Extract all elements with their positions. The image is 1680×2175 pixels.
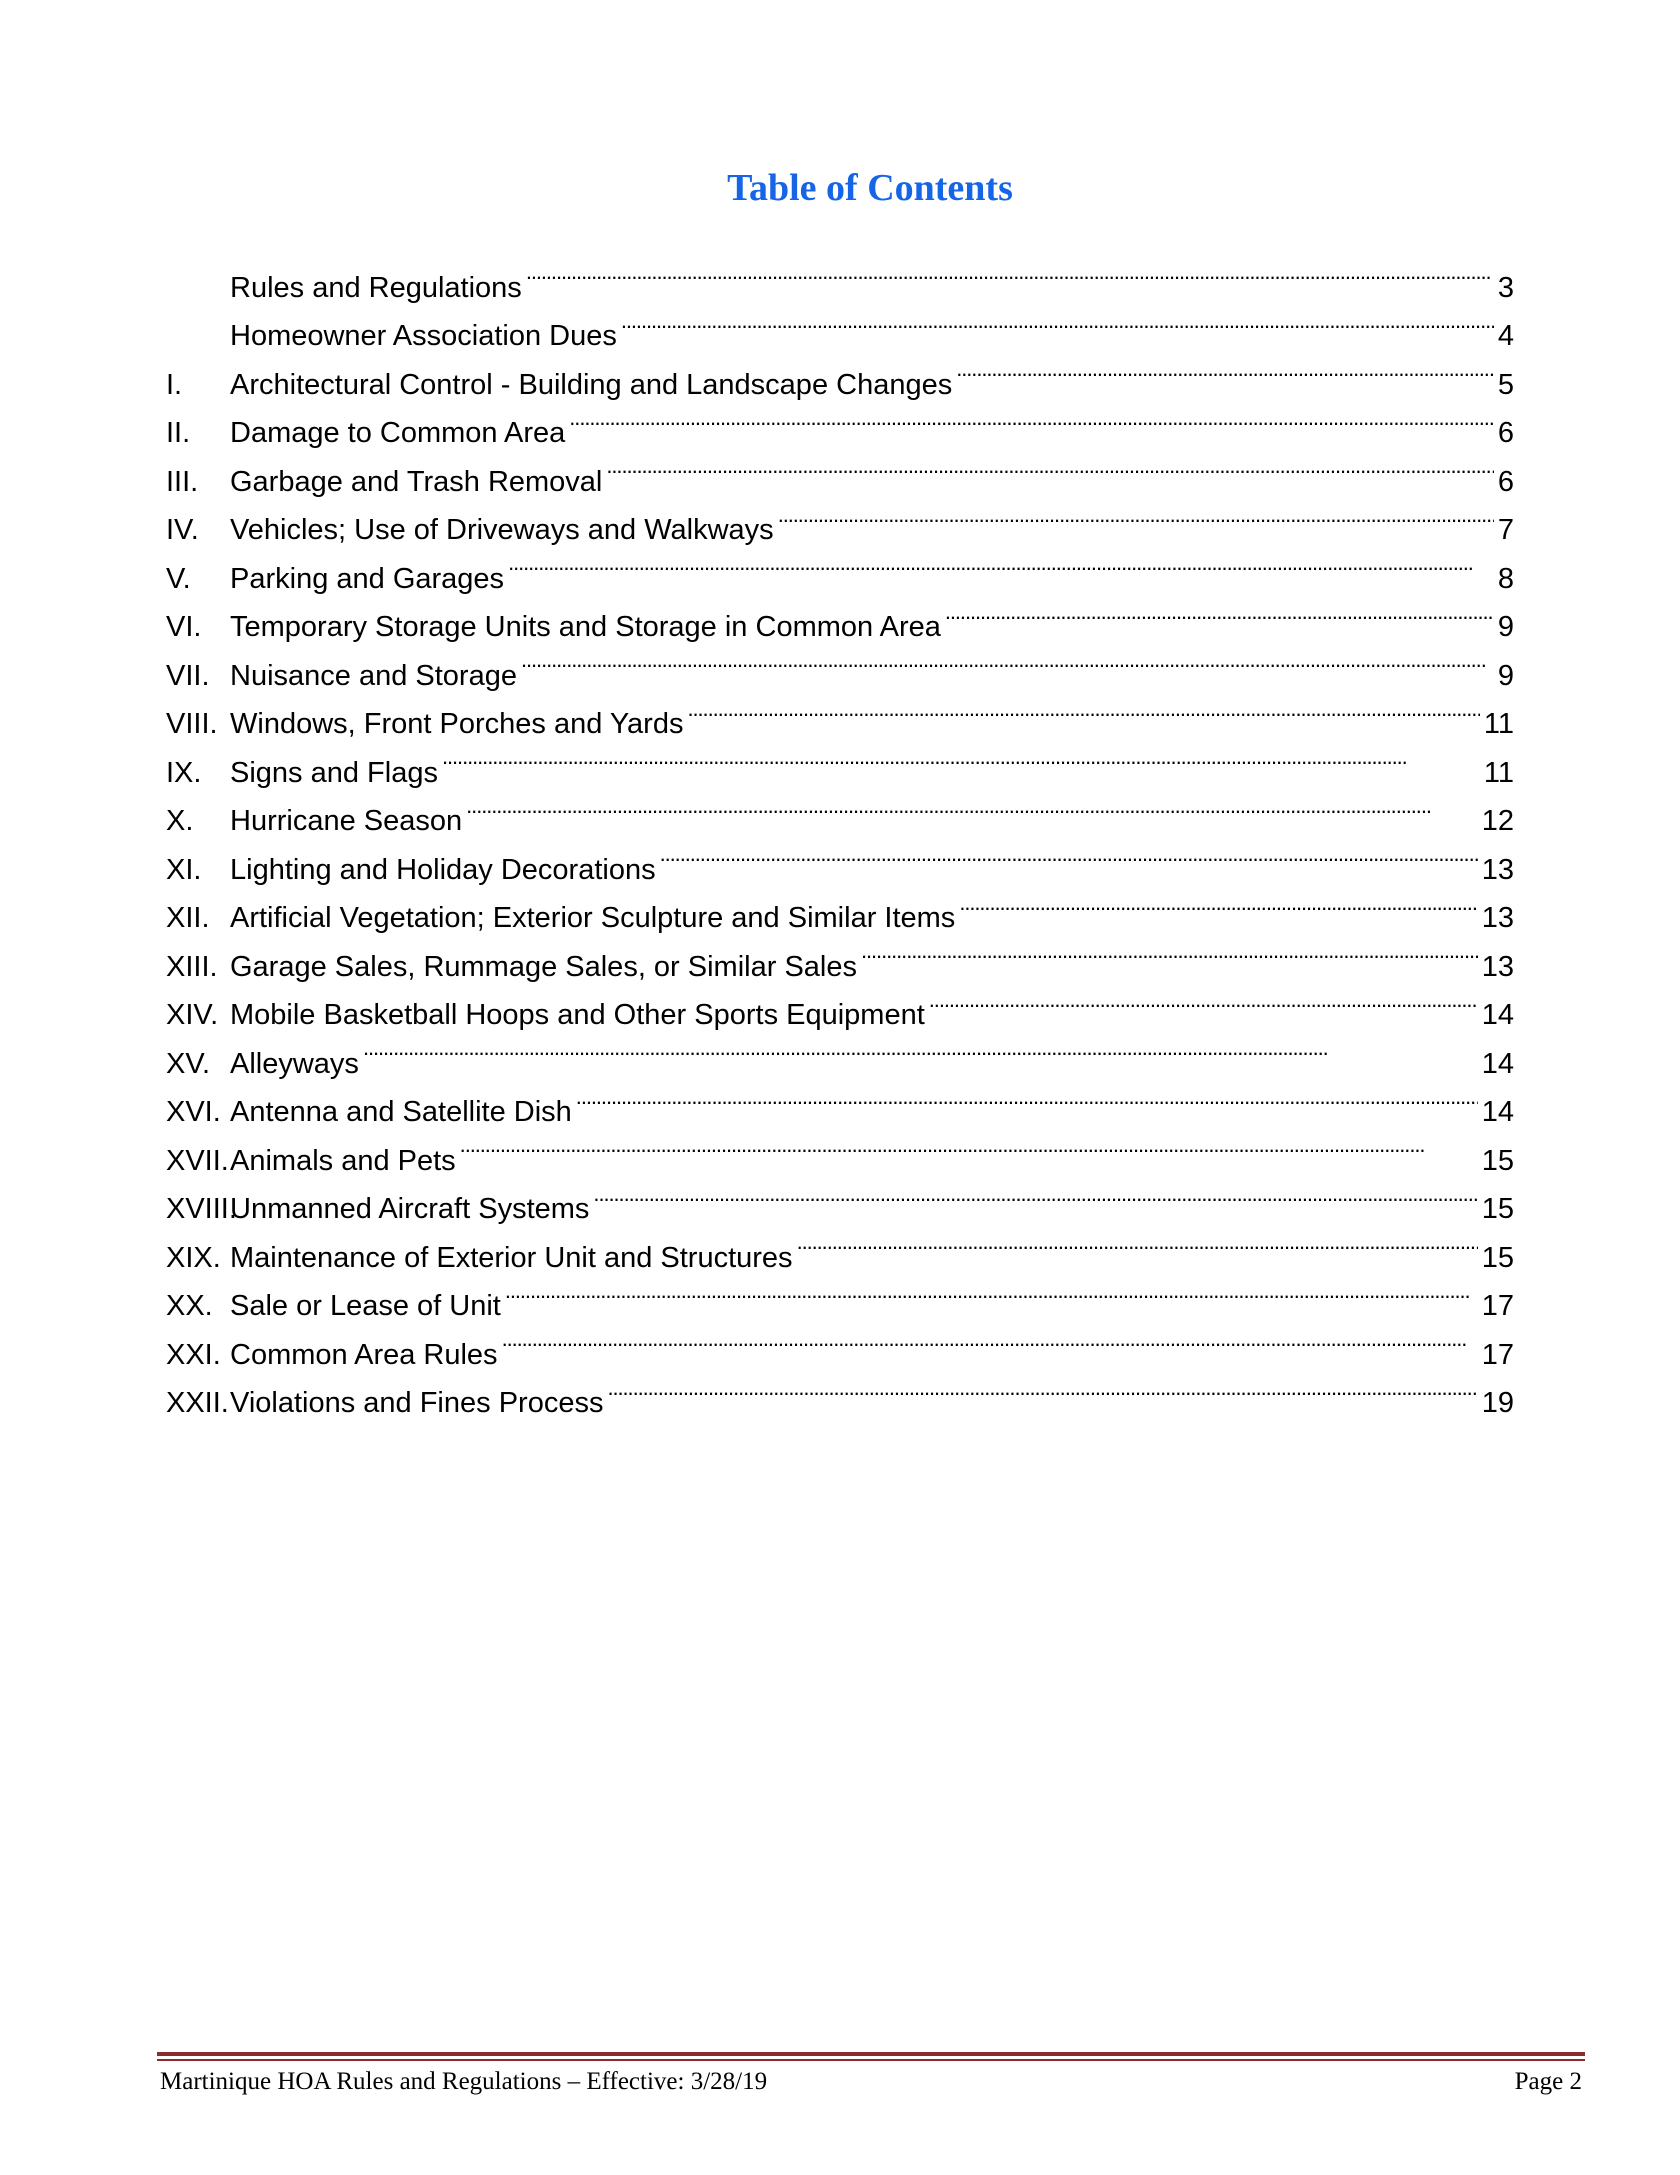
toc-entry-page: 13 — [1481, 853, 1514, 886]
toc-entry-number: III. — [166, 465, 199, 498]
toc-entry-title[interactable]: Windows, Front Porches and Yards — [230, 708, 684, 740]
toc-dot-leader — [687, 685, 1479, 734]
toc-dot-leader — [442, 733, 1480, 782]
toc-entry-page: 9 — [1497, 659, 1514, 692]
toc-entry[interactable] — [166, 248, 1514, 304]
toc-entry-page: 11 — [1483, 756, 1514, 789]
toc-entry-title[interactable]: Parking and Garages — [230, 562, 505, 595]
toc-entry-title[interactable]: Hurricane Season — [230, 805, 463, 837]
toc-entry-title[interactable]: Violations and Fines Process — [230, 1387, 604, 1419]
toc-entry-number: XVII. — [166, 1144, 229, 1177]
toc-entry-number: XVIII. — [166, 1193, 237, 1225]
toc-dot-leader — [363, 1024, 1478, 1073]
toc-dot-leader — [621, 297, 1494, 346]
toc-entry-number: XIII. — [166, 950, 218, 983]
footer-rule — [157, 2052, 1585, 2056]
toc-entry-page: 14 — [1481, 1096, 1514, 1128]
toc-entry-title[interactable]: Homeowner Association Dues — [230, 320, 617, 352]
toc-entry-number: X. — [166, 805, 194, 837]
toc-entry-page: 13 — [1481, 902, 1514, 934]
toc-entry-number: IX. — [166, 756, 202, 789]
toc-dot-leader — [959, 879, 1477, 928]
toc-entry-number: VIII. — [166, 708, 218, 740]
toc-entry-number: II. — [166, 417, 191, 449]
toc-entry-page: 14 — [1481, 999, 1514, 1031]
toc-entry-title[interactable]: Vehicles; Use of Driveways and Walkways — [230, 514, 774, 546]
toc-dot-leader — [945, 588, 1494, 637]
toc-entry-page: 11 — [1483, 708, 1514, 740]
toc-entry-title[interactable]: Architectural Control - Building and Landscape Changes — [230, 368, 953, 401]
toc-entry-page: 9 — [1497, 611, 1514, 643]
toc-dot-leader — [502, 1315, 1478, 1364]
toc-entry-title[interactable]: Lighting and Holiday Decorations — [230, 853, 656, 886]
toc-entry-title[interactable]: Garage Sales, Rummage Sales, or Similar Sales — [230, 950, 857, 983]
toc-entry-page: 14 — [1481, 1047, 1514, 1080]
toc-entry-title[interactable]: Sale or Lease of Unit — [230, 1290, 501, 1322]
toc-entry-number: XI. — [166, 853, 202, 886]
toc-entry-title[interactable]: Garbage and Trash Removal — [230, 465, 603, 498]
toc-dot-leader — [521, 636, 1494, 685]
toc-entry-page: 15 — [1481, 1193, 1514, 1225]
toc-entry-number: XII. — [166, 902, 210, 934]
toc-entry-title[interactable]: Temporary Storage Units and Storage in Common Area — [230, 611, 941, 643]
toc-entry-page: 3 — [1497, 271, 1514, 304]
footer-rule-thin — [157, 2059, 1585, 2061]
toc-entry-title[interactable]: Nuisance and Storage — [230, 659, 517, 692]
toc-entry-number: XXI. — [166, 1338, 221, 1371]
toc-dot-leader — [576, 1073, 1478, 1122]
toc-entry-title[interactable]: Maintenance of Exterior Unit and Structures — [230, 1241, 793, 1274]
toc-dot-leader — [861, 927, 1478, 976]
toc-dot-leader — [956, 345, 1494, 394]
toc-dot-leader — [569, 394, 1494, 443]
toc-entry-page: 5 — [1497, 368, 1514, 401]
toc-entry-title[interactable]: Animals and Pets — [230, 1144, 456, 1177]
toc-entry-title[interactable]: Common Area Rules — [230, 1338, 498, 1371]
toc-dot-leader — [607, 1364, 1477, 1413]
toc-entry-number: I. — [166, 368, 183, 401]
toc-entry-page: 13 — [1481, 950, 1514, 983]
toc-entry-page: 17 — [1481, 1338, 1514, 1371]
toc-entry[interactable] — [166, 1024, 1514, 1080]
toc-dot-leader — [606, 442, 1493, 491]
toc-dot-leader — [526, 248, 1494, 297]
toc-entry-number: VI. — [166, 611, 202, 643]
toc-title: Table of Contents — [727, 167, 1013, 209]
toc-entry-page: 17 — [1481, 1290, 1514, 1322]
toc-dot-leader — [778, 491, 1494, 540]
toc-entry-title[interactable]: Signs and Flags — [230, 756, 438, 789]
toc-entry-number: XXII. — [166, 1387, 229, 1419]
toc-entry-title[interactable]: Unmanned Aircraft Systems — [230, 1193, 590, 1225]
footer-page-number: Page 2 — [1514, 2068, 1582, 2095]
toc-entry-number: V. — [166, 562, 191, 595]
toc-entry-number: XIX. — [166, 1241, 221, 1274]
toc-entry[interactable] — [166, 1073, 1514, 1128]
toc-entry-page: 12 — [1481, 805, 1514, 837]
toc-entry-title[interactable]: Antenna and Satellite Dish — [230, 1096, 572, 1128]
toc-dot-leader — [508, 539, 1494, 588]
toc-entry-number: VII. — [166, 659, 210, 692]
toc-entry-title[interactable]: Rules and Regulations — [230, 271, 522, 304]
toc-dot-leader — [797, 1218, 1478, 1267]
toc-entry-number: IV. — [166, 514, 199, 546]
toc-entry-number: XIV. — [166, 999, 219, 1031]
toc-entry-page: 15 — [1481, 1241, 1514, 1274]
toc-dot-leader — [593, 1170, 1477, 1219]
toc-entry-page: 4 — [1497, 320, 1514, 352]
toc-entry-page: 6 — [1497, 417, 1514, 449]
toc-entry-page: 7 — [1497, 514, 1514, 546]
toc-entry-page: 19 — [1481, 1387, 1514, 1419]
toc-entry-number: XX. — [166, 1290, 213, 1322]
toc-entry-title[interactable]: Damage to Common Area — [230, 417, 566, 449]
toc-entry-page: 6 — [1497, 465, 1514, 498]
toc-entry-title[interactable]: Artificial Vegetation; Exterior Sculpture and Similar Items — [230, 902, 956, 934]
toc-entry-number: XV. — [166, 1047, 211, 1080]
toc-entry-title[interactable]: Alleyways — [230, 1047, 359, 1080]
toc-entry-page: 15 — [1481, 1144, 1514, 1177]
toc-dot-leader — [460, 1121, 1478, 1170]
toc-dot-leader — [466, 782, 1478, 831]
toc-entry-title[interactable]: Mobile Basketball Hoops and Other Sports Equipment — [230, 999, 925, 1031]
toc-list — [166, 248, 1514, 1419]
toc-dot-leader — [929, 976, 1478, 1025]
toc-dot-leader — [660, 830, 1478, 879]
footer-document-title: Martinique HOA Rules and Regulations – Effective: 3/28/19 — [160, 2068, 768, 2095]
toc-entry-number: XVI. — [166, 1096, 221, 1128]
toc-entry-page: 8 — [1497, 562, 1514, 595]
toc-dot-leader — [505, 1267, 1478, 1316]
